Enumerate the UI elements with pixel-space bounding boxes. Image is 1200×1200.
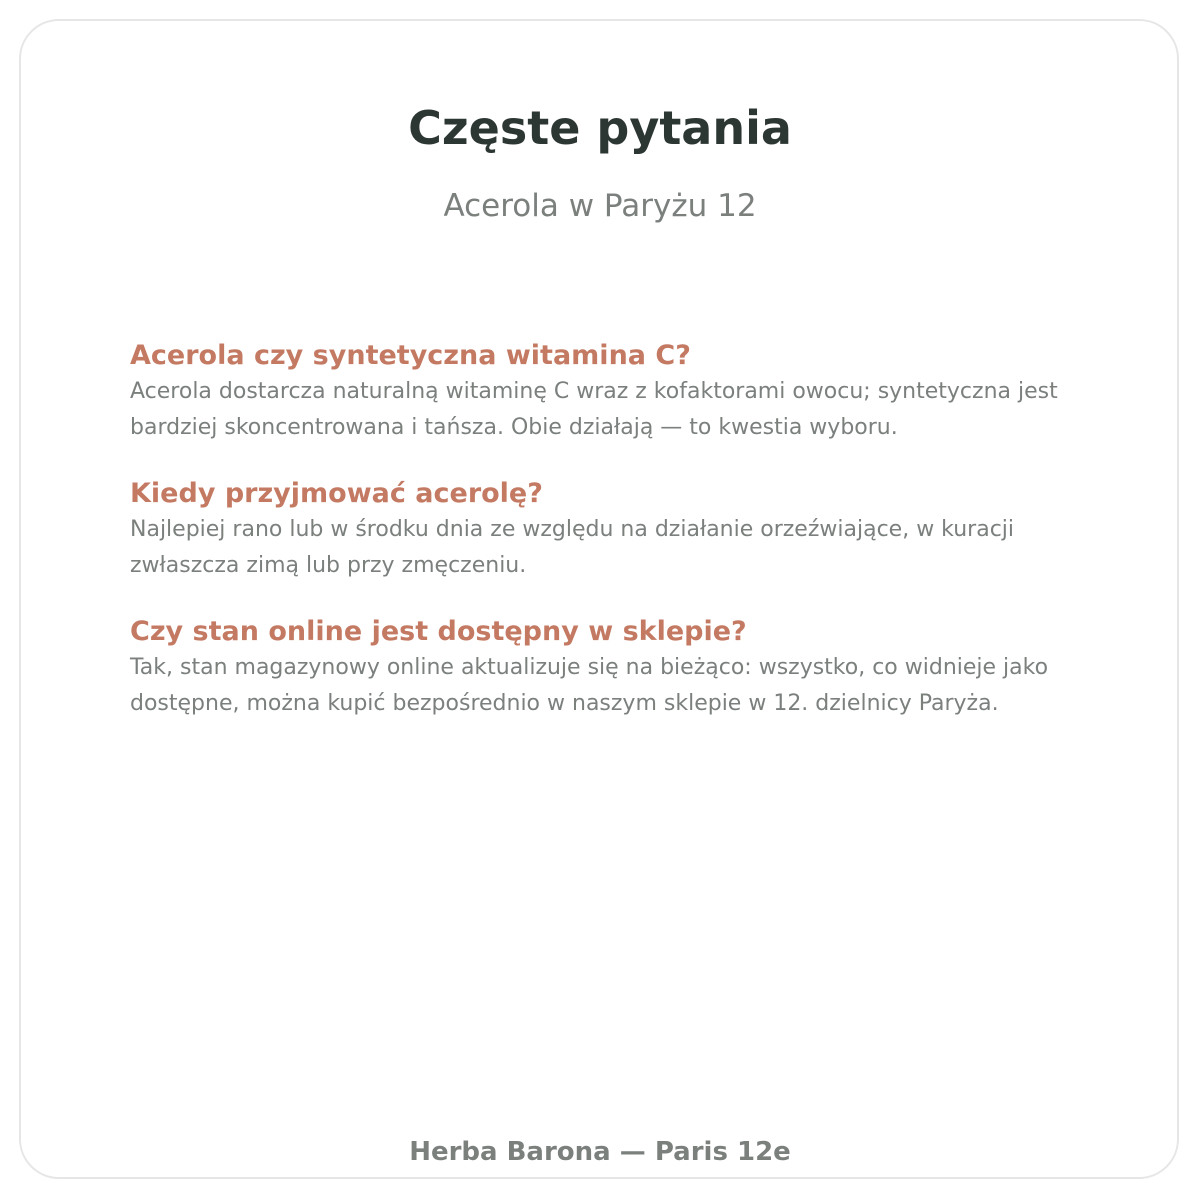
faq-item xyxy=(130,614,1120,722)
page-title: Częste pytania xyxy=(408,101,792,155)
faq-item xyxy=(130,338,1120,446)
faq-question: Czy stan online jest dostępny w sklepie? xyxy=(130,616,747,647)
footer-brand: Herba Barona — Paris 12e xyxy=(409,1137,791,1167)
faq-answer: Tak, stan magazynowy online aktualizuje się na bieżąco: wszystko, co widnieje jako dostępne, można kupić bezpośrednio w naszym sklepie w 12. dzielnicy Paryża. xyxy=(130,655,1049,716)
faq-answer: Najlepiej rano lub w środku dnia ze względu na działanie orzeźwiające, w kuracji zwłaszcza zimą lub przy zmęczeniu. xyxy=(130,517,1015,578)
faq-list xyxy=(130,338,1120,752)
faq-question: Kiedy przyjmować acerolę? xyxy=(130,478,543,509)
faq-item xyxy=(130,476,1120,584)
faq-answer: Acerola dostarcza naturalną witaminę C wraz z kofaktorami owocu; syntetyczna jest bardziej skoncentrowana i tańsza. Obie działają — to kwestia wyboru. xyxy=(130,379,1058,440)
page-subtitle: Acerola w Paryżu 12 xyxy=(443,188,757,224)
faq-question: Acerola czy syntetyczna witamina C? xyxy=(130,340,691,371)
